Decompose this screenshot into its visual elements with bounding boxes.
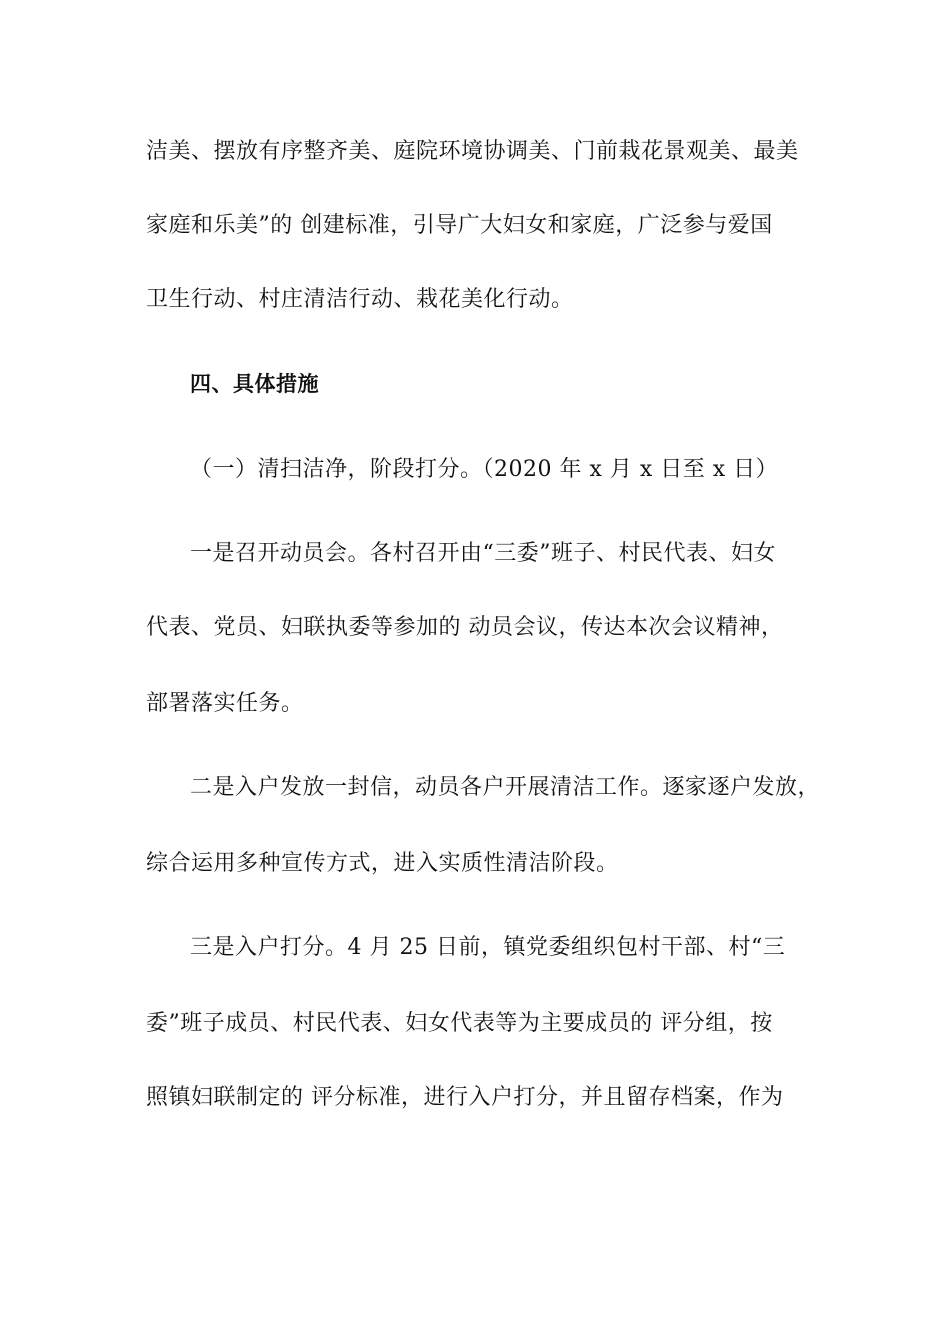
subsection-heading: （一）清扫洁净，阶段打分。（2020 年 x 月 x 日至 x 日） (190, 457, 779, 482)
section-heading: 四、具体措施 (190, 372, 319, 396)
paragraph-line: 部署落实任务。 (146, 691, 304, 716)
paragraph-line: 三是入户打分。4 月 25 日前，镇党委组织包村干部、村“三 (190, 935, 786, 960)
paragraph-line: 一是召开动员会。各村召开由“三委”班子、村民代表、妇女 (190, 541, 776, 566)
paragraph-line: 综合运用多种宣传方式，进入实质性清洁阶段。 (146, 851, 619, 876)
paragraph-line: 洁美、摆放有序整齐美、庭院环境协调美、门前栽花景观美、最美 (146, 139, 799, 164)
paragraph-line: 委”班子成员、村民代表、妇女代表等为主要成员的 评分组，按 (146, 1011, 773, 1036)
paragraph-line: 照镇妇联制定的 评分标准，进行入户打分，并且留存档案，作为 (146, 1085, 784, 1110)
paragraph-line: 家庭和乐美”的 创建标准，引导广大妇女和家庭，广泛参与爱国 (146, 213, 773, 238)
paragraph-line: 二是入户发放一封信，动员各户开展清洁工作。逐家逐户发放， (190, 775, 821, 800)
paragraph-line: 代表、党员、妇联执委等参加的 动员会议，传达本次会议精神， (146, 615, 784, 640)
paragraph-line: 卫生行动、村庄清洁行动、栽花美化行动。 (146, 287, 574, 312)
